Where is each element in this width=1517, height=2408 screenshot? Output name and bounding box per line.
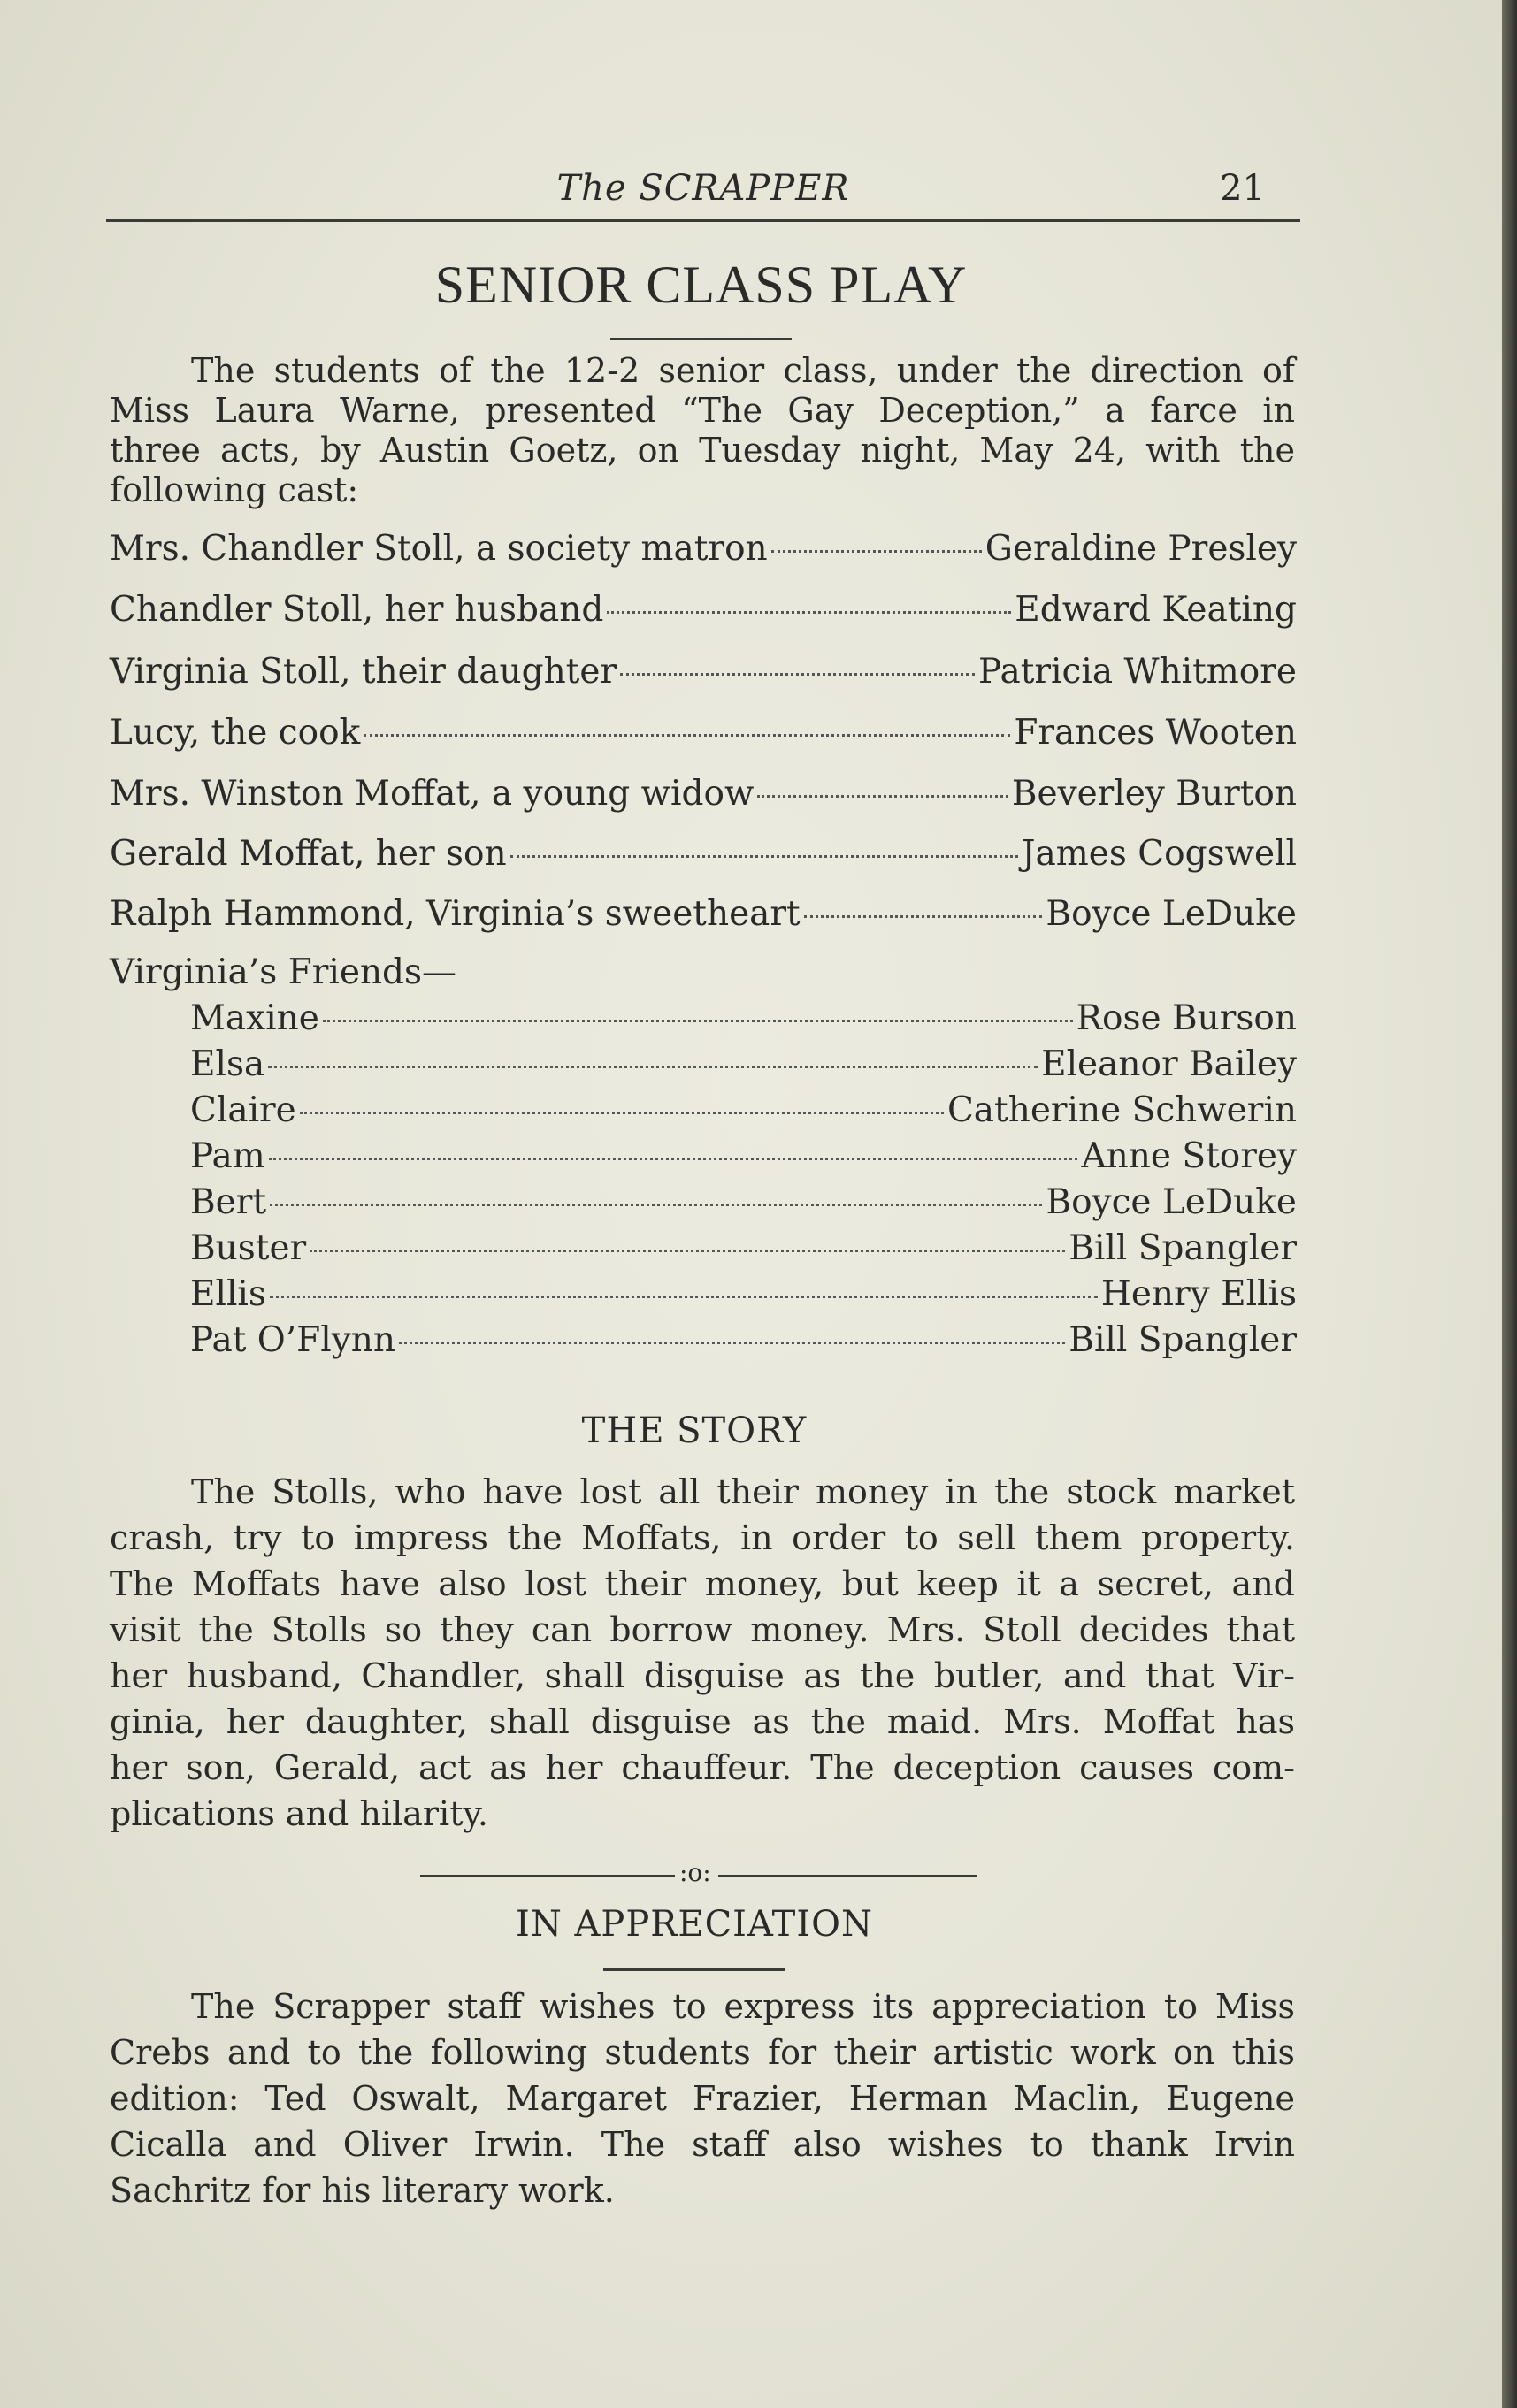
leader-dots	[607, 611, 1011, 614]
cast-actor: Boyce LeDuke	[1046, 894, 1297, 934]
friend-actor: Rose Burson	[1076, 998, 1297, 1038]
story-line: her husband, Chandler, shall disguise as the butler, and that Vir-	[110, 1656, 1295, 1695]
friend-entry	[190, 998, 1297, 1038]
appreciation-paragraph	[110, 1984, 1295, 2213]
section-separator-mark: :o:	[679, 1858, 711, 1887]
leader-dots	[268, 1066, 1038, 1068]
leader-dots	[300, 1112, 944, 1114]
cast-role: Ralph Hammond, Virginia’s sweetheart	[110, 894, 801, 934]
friend-actor: Henry Ellis	[1100, 1274, 1297, 1314]
intro-line: The students of the 12-2 senior class, under the direction of	[191, 351, 1295, 390]
cast-role: Chandler Stoll, her husband	[110, 590, 604, 630]
title-underline	[610, 338, 792, 340]
friend-role: Pam	[190, 1136, 265, 1176]
article-title: SENIOR CLASS PLAY	[434, 256, 968, 314]
cast-role: Gerald Moffat, her son	[110, 834, 507, 874]
friend-entry	[190, 1228, 1297, 1268]
friend-actor: Anne Storey	[1081, 1136, 1297, 1176]
leader-dots	[771, 550, 982, 553]
friend-role: Maxine	[190, 998, 319, 1038]
friend-entry	[190, 1182, 1297, 1222]
appreciation-heading: IN APPRECIATION	[516, 1904, 873, 1945]
appreciation-line: Crebs and to the following students for their artistic work on this	[110, 2033, 1295, 2072]
leader-dots	[510, 855, 1018, 858]
cast-actor: Edward Keating	[1015, 590, 1297, 630]
cast-entry	[110, 774, 1297, 814]
leader-dots	[310, 1250, 1065, 1252]
appreciation-line: Cicalla and Oliver Irwin. The staff also wishes to thank Irvin	[110, 2125, 1295, 2164]
cast-actor: James Cogswell	[1021, 834, 1297, 874]
story-line: ginia, her daughter, shall disguise as the maid. Mrs. Moffat has	[110, 1702, 1295, 1741]
story-line: plications and hilarity.	[110, 1794, 488, 1833]
story-line: The Moffats have also lost their money, but keep it a secret, and	[110, 1564, 1295, 1603]
page-edge-shadow	[1502, 0, 1517, 2408]
friend-entry	[190, 1136, 1297, 1176]
friend-role: Ellis	[190, 1274, 266, 1314]
separator-rule-right	[718, 1875, 977, 1877]
story-line: crash, try to impress the Moffats, in order to sell them property.	[110, 1518, 1295, 1557]
friend-entry	[190, 1090, 1297, 1130]
friend-role: Buster	[190, 1228, 307, 1268]
publication-title: The SCRAPPER	[556, 168, 850, 209]
leader-dots	[270, 1296, 1098, 1298]
cast-actor: Beverley Burton	[1011, 774, 1297, 814]
cast-actor: Frances Wooten	[1014, 713, 1297, 753]
story-line: her son, Gerald, act as her chauffeur. The deception causes com-	[110, 1748, 1295, 1787]
friend-role: Bert	[190, 1182, 267, 1222]
intro-line: Miss Laura Warne, presented “The Gay Deception,” a farce in	[110, 391, 1295, 430]
leader-dots	[620, 673, 975, 676]
leader-dots	[804, 915, 1043, 918]
story-heading: THE STORY	[581, 1410, 808, 1451]
story-paragraph	[110, 1469, 1295, 1837]
separator-rule-left	[420, 1875, 675, 1877]
leader-dots	[270, 1204, 1042, 1206]
cast-role: Mrs. Chandler Stoll, a society matron	[110, 529, 768, 569]
cast-entry	[110, 529, 1297, 569]
leader-dots	[757, 795, 1008, 798]
cast-entry	[110, 652, 1297, 692]
friend-role: Claire	[190, 1090, 296, 1130]
appreciation-line: edition: Ted Oswalt, Margaret Frazier, Herman Maclin, Eugene	[110, 2079, 1295, 2118]
intro-paragraph	[110, 351, 1295, 510]
page-number: 21	[1220, 168, 1265, 209]
friend-actor: Boyce LeDuke	[1046, 1182, 1297, 1222]
friend-actor: Bill Spangler	[1069, 1228, 1297, 1268]
appreciation-line: The Scrapper staff wishes to express its appreciation to Miss	[191, 1987, 1295, 2026]
cast-entry	[110, 713, 1297, 753]
friend-entry	[190, 1044, 1297, 1084]
leader-dots	[364, 734, 1010, 737]
cast-role: Lucy, the cook	[110, 713, 361, 753]
friend-actor: Catherine Schwerin	[946, 1090, 1297, 1130]
cast-entry	[110, 590, 1297, 630]
appreciation-line: Sachritz for his literary work.	[110, 2171, 615, 2210]
running-header	[106, 168, 1300, 222]
leader-dots	[399, 1342, 1065, 1344]
friend-role: Elsa	[190, 1044, 265, 1084]
leader-dots	[269, 1158, 1078, 1160]
friends-heading: Virginia’s Friends—	[110, 952, 457, 992]
friend-role: Pat O’Flynn	[190, 1320, 395, 1360]
heading-underline	[603, 1968, 785, 1971]
leader-dots	[323, 1020, 1073, 1022]
friend-entry	[190, 1320, 1297, 1360]
friend-actor: Eleanor Bailey	[1041, 1044, 1297, 1084]
cast-entry	[110, 834, 1297, 874]
cast-actor: Geraldine Presley	[985, 529, 1297, 569]
cast-role: Mrs. Winston Moffat, a young widow	[110, 774, 755, 814]
story-line: visit the Stolls so they can borrow money. Mrs. Stoll decides that	[110, 1610, 1295, 1649]
cast-actor: Patricia Whitmore	[977, 652, 1297, 692]
friend-actor: Bill Spangler	[1069, 1320, 1297, 1360]
intro-line: three acts, by Austin Goetz, on Tuesday night, May 24, with the	[110, 431, 1295, 470]
cast-role: Virginia Stoll, their daughter	[110, 652, 617, 692]
friend-entry	[190, 1274, 1297, 1314]
intro-line: following cast:	[110, 470, 359, 509]
story-line: The Stolls, who have lost all their money in the stock market	[191, 1472, 1295, 1511]
cast-entry	[110, 894, 1297, 934]
